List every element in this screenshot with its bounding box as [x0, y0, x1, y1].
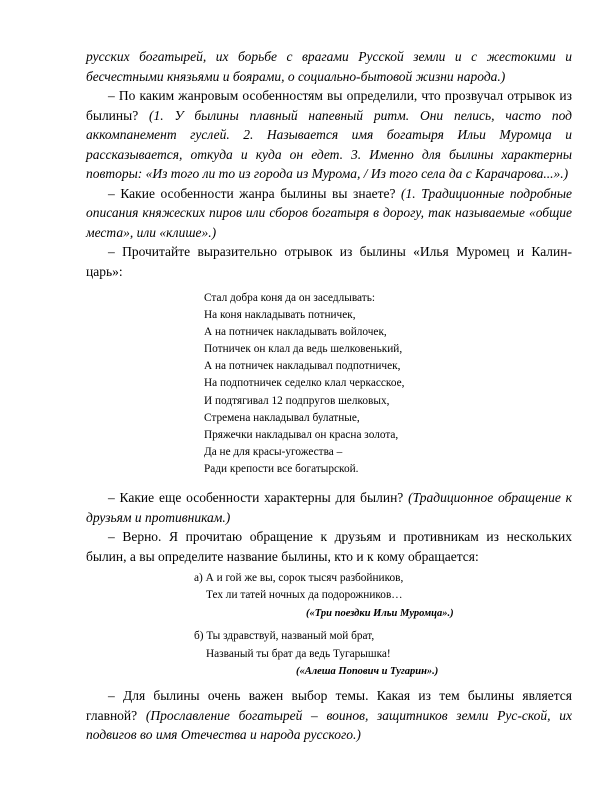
quote-line: б) Ты здравствуй, названый мой брат, — [194, 630, 375, 643]
poem-line: Стал добра коня да он заседлывать: — [204, 292, 376, 304]
paragraph-question-genre — [86, 86, 572, 184]
question-text: – Для былины очень важен выбор темы. Какая из тем былины является главной? — [86, 688, 572, 723]
poem-line: Пряжечки накладывал он красна золота, — [204, 428, 399, 441]
poem-line: А на потничек накладывать войлочек, — [204, 326, 387, 339]
paragraph-question-theme — [86, 686, 572, 745]
poem-line: Потничек он клал да ведь шелковенький, — [204, 343, 403, 356]
italic-answer: (1. У былины плавный напевный ритм. Они пелись, часто под аккомпанемент гуслей. 2. Называется имя богатыря Ильи Муромца и рассказывается, откуда и куда он едет. 3. Именно для былины характерны повторы: «Из того ли то из города из Мурома, / Из того села да с Карачарова...».) — [86, 107, 572, 181]
quote-source: («Три поездки Ильи Муромца».) — [306, 607, 454, 619]
paragraph-intro-continuation — [86, 47, 572, 86]
quote-line: Названый ты брат да ведь Тугарышка! — [206, 647, 391, 660]
italic-answer: (Традиционное обращение к друзьям и противникам.) — [86, 490, 572, 525]
quote-line: а) А и гой же вы, сорок тысяч разбойников, — [194, 572, 404, 585]
italic-answer: (Прославление богатырей – воинов, защитников земли Рус-ской, их подвигов во имя Отечества и народа русского.) — [86, 707, 572, 743]
instruction-text: – Прочитайте выразительно отрывок из былины «Илья Муромец и Калин-царь»: — [86, 244, 572, 279]
poem-line: И подтягивал 12 подпругов шелковых, — [204, 394, 390, 407]
paragraph-question-other-features — [86, 488, 572, 527]
poem-line: На подпотничек седелко клал черкасское, — [204, 377, 405, 390]
quote-line: Тех ли татей ночных да подорожников… — [206, 589, 403, 602]
quote-item-a — [194, 570, 572, 622]
quote-item-b — [194, 628, 572, 680]
question-text: – Какие еще особенности характерны для былин? — [108, 490, 404, 506]
instruction-text: – Верно. Я прочитаю обращение к друзьям и противникам из нескольких былин, а вы определите название былины, кто и к кому обращается: — [86, 529, 572, 564]
italic-answer: русских богатырей, их борьбе с врагами Русской земли и с жестокими и бесчестными князьями и боярами, о социально-бытовой жизни народа.) — [86, 49, 572, 84]
question-text: – Какие особенности жанра былины вы знаете? — [108, 185, 396, 201]
quotes-list — [194, 570, 572, 680]
poem-excerpt — [204, 290, 572, 478]
poem-line: На коня накладывать потничек, — [204, 309, 356, 322]
question-text: – По каким жанровым особенностям вы определили, что прозвучал отрывок из былины? — [86, 88, 572, 123]
poem-line: Да не для красы-угожества – — [204, 445, 343, 458]
paragraph-question-features — [86, 184, 572, 243]
poem-line: Стремена накладывал булатные, — [204, 411, 360, 424]
italic-answer: (1. Традиционные подробные описания княжеских пиров или сборов богатыря в дорогу, так называемые «общие места», или «клише».) — [86, 185, 572, 240]
document-page — [86, 47, 572, 745]
paragraph-read-excerpt — [86, 242, 572, 281]
paragraph-read-addresses — [86, 527, 572, 566]
quote-source: («Алеша Попович и Тугарин».) — [296, 666, 439, 678]
poem-line: А на потничек накладывал подпотничек, — [204, 360, 401, 373]
poem-line: Ради крепости все богатырской. — [204, 462, 359, 475]
